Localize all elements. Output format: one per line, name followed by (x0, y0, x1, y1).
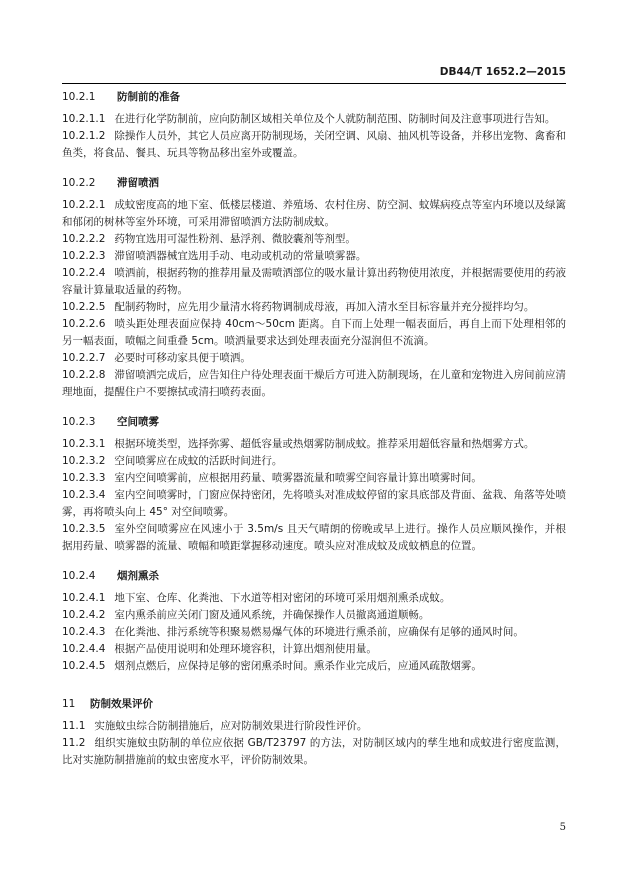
clause-text: 除操作人员外，其它人员应离开防制现场，关闭空调、风扇、抽风机等设备，并移出宠物、禽畜和鱼类，将食品、餐具、玩具等物品移出室外或覆盖。 (62, 130, 566, 159)
clause-text: 滞留喷洒完成后，应告知住户待处理表面干燥后方可进入防制现场，在儿童和宠物进入房间前应清理地面，提醒住户不要擦拭或清扫喷药表面。 (62, 369, 566, 398)
clause-paragraph (62, 231, 566, 248)
section-title: 烟剂熏杀 (117, 570, 159, 582)
clause-text: 滞留喷洒器械宜选用手动、电动或机动的常量喷雾器。 (114, 250, 367, 262)
clause-paragraph (62, 299, 566, 316)
section-number: 10.2.1 (62, 91, 96, 103)
clause-paragraph (62, 248, 566, 265)
clause-text: 成蚊密度高的地下室、低楼层楼道、养殖场、农村住房、防空洞、蚊媒病疫点等室内环境以及绿篱和郁闭的树林等室外环境，可采用滞留喷洒方法防制成蚊。 (62, 199, 566, 228)
clause-number: 10.2.2.1 (62, 199, 106, 211)
standard-code: DB44/T 1652.2—2015 (439, 66, 566, 78)
clause-number: 10.2.3.1 (62, 438, 106, 450)
clause-text: 喷头距处理表面应保持 40cm～50cm 距离。自下而上处理一幅表面后，再自上而下处理相邻的另一幅表面，喷幅之间重叠 5cm。喷洒量要求达到处理表面充分湿润但不流滴。 (62, 318, 566, 347)
section-number: 10.2.2 (62, 177, 96, 189)
clause-text: 组织实施蚊虫防制的单位应依据 GB/T23797 的方法，对防制区域内的孳生地和成蚊进行密度监测，比对实施防制措施前的蚊虫密度水平，评价防制效果。 (62, 737, 566, 766)
clause-text: 地下室、仓库、化粪池、下水道等相对密闭的环境可采用烟剂熏杀成蚊。 (114, 592, 451, 604)
clause-text: 室外空间喷雾应在风速小于 3.5m/s 且天气晴朗的傍晚或早上进行。操作人员应顺风操作，并根据用药量、喷雾器的流量、喷幅和喷距掌握移动速度。喷头应对准成蚊及成蚊栖息的位置。 (62, 523, 566, 552)
chapter-heading (62, 697, 566, 712)
clause-text: 配制药物时，应先用少量清水将药物调制成母液，再加入清水至目标容量并充分搅拌均匀。 (114, 301, 535, 313)
section-10-2-1 (62, 90, 566, 162)
clause-number: 10.2.4.1 (62, 592, 106, 604)
clause-paragraph (62, 718, 566, 735)
clause-paragraph (62, 197, 566, 231)
section-heading (62, 90, 566, 105)
clause-number: 10.2.2.4 (62, 267, 106, 279)
clause-text: 室内熏杀前应关闭门窗及通风系统，并确保操作人员撤离通道顺畅。 (114, 609, 430, 621)
clause-text: 根据环境类型，选择弥雾、超低容量或热烟雾防制成蚊。推荐采用超低容量和热烟雾方式。 (114, 438, 535, 450)
clause-paragraph (62, 453, 566, 470)
clause-text: 空间喷雾应在成蚊的活跃时间进行。 (114, 455, 283, 467)
chapter-11 (62, 697, 566, 769)
clause-paragraph (62, 265, 566, 299)
clause-number: 10.2.3.3 (62, 472, 106, 484)
section-10-2-2 (62, 176, 566, 401)
clause-number: 11.2 (62, 737, 86, 749)
clause-paragraph (62, 624, 566, 641)
chapter-number: 11 (62, 698, 76, 710)
clause-text: 实施蚊虫综合防制措施后，应对防制效果进行阶段性评价。 (94, 720, 368, 732)
clause-number: 10.2.4.5 (62, 660, 106, 672)
header-rule (62, 83, 566, 84)
clause-text: 室内空间喷雾时，门窗应保持密闭，先将喷头对准成蚊停留的家具底部及背面、盆栽、角落等处喷雾，再将喷头向上 45° 对空间喷雾。 (62, 489, 566, 518)
page-number: 5 (559, 822, 566, 833)
clause-paragraph (62, 367, 566, 401)
clause-text: 必要时可移动家具便于喷洒。 (114, 352, 251, 364)
chapter-title: 防制效果评价 (90, 698, 153, 710)
clause-paragraph (62, 658, 566, 675)
clause-paragraph (62, 316, 566, 350)
clause-text: 室内空间喷雾前，应根据用药量、喷雾器流量和喷雾空间容量计算出喷雾时间。 (114, 472, 482, 484)
clause-number: 10.2.4.3 (62, 626, 106, 638)
clause-paragraph (62, 487, 566, 521)
clause-number: 10.2.2.8 (62, 369, 106, 381)
clause-number: 10.2.2.2 (62, 233, 106, 245)
clause-number: 10.2.2.7 (62, 352, 106, 364)
clause-number: 10.2.3.4 (62, 489, 106, 501)
clause-paragraph (62, 350, 566, 367)
clause-paragraph (62, 436, 566, 453)
clause-text: 在进行化学防制前，应向防制区域相关单位及个人就防制范围、防制时间及注意事项进行告知。 (114, 113, 556, 125)
section-number: 10.2.3 (62, 416, 96, 428)
clause-number: 11.1 (62, 720, 86, 732)
clause-text: 药物宜选用可湿性粉剂、悬浮剂、微胶囊剂等剂型。 (114, 233, 356, 245)
section-10-2-3 (62, 415, 566, 555)
clause-number: 10.2.3.5 (62, 523, 106, 535)
clause-paragraph (62, 128, 566, 162)
clause-text: 在化粪池、排污系统等积聚易燃易爆气体的环境进行熏杀前，应确保有足够的通风时间。 (114, 626, 524, 638)
clause-paragraph (62, 607, 566, 624)
clause-paragraph (62, 521, 566, 555)
section-number: 10.2.4 (62, 570, 96, 582)
clause-number: 10.2.1.2 (62, 130, 106, 142)
clause-number: 10.2.2.5 (62, 301, 106, 313)
clause-paragraph (62, 641, 566, 658)
section-10-2-4 (62, 569, 566, 675)
section-heading (62, 569, 566, 584)
document-body (62, 90, 566, 769)
clause-paragraph (62, 470, 566, 487)
section-heading (62, 415, 566, 430)
section-title: 空间喷雾 (117, 416, 159, 428)
clause-number: 10.2.4.4 (62, 643, 106, 655)
clause-number: 10.2.3.2 (62, 455, 106, 467)
section-heading (62, 176, 566, 191)
section-title: 防制前的准备 (117, 91, 180, 103)
clause-number: 10.2.4.2 (62, 609, 106, 621)
clause-paragraph (62, 735, 566, 769)
clause-text: 根据产品使用说明和处理环境容积，计算出烟剂使用量。 (114, 643, 377, 655)
clause-text: 喷洒前，根据药物的推荐用量及需喷洒部位的吸水量计算出药物使用浓度，并根据需要使用的药液容量计算量取适量的药物。 (62, 267, 566, 296)
clause-paragraph (62, 111, 566, 128)
clause-paragraph (62, 590, 566, 607)
clause-text: 烟剂点燃后，应保持足够的密闭熏杀时间。熏杀作业完成后，应通风疏散烟雾。 (114, 660, 482, 672)
clause-number: 10.2.1.1 (62, 113, 106, 125)
clause-number: 10.2.2.3 (62, 250, 106, 262)
section-title: 滞留喷洒 (117, 177, 159, 189)
clause-number: 10.2.2.6 (62, 318, 106, 330)
